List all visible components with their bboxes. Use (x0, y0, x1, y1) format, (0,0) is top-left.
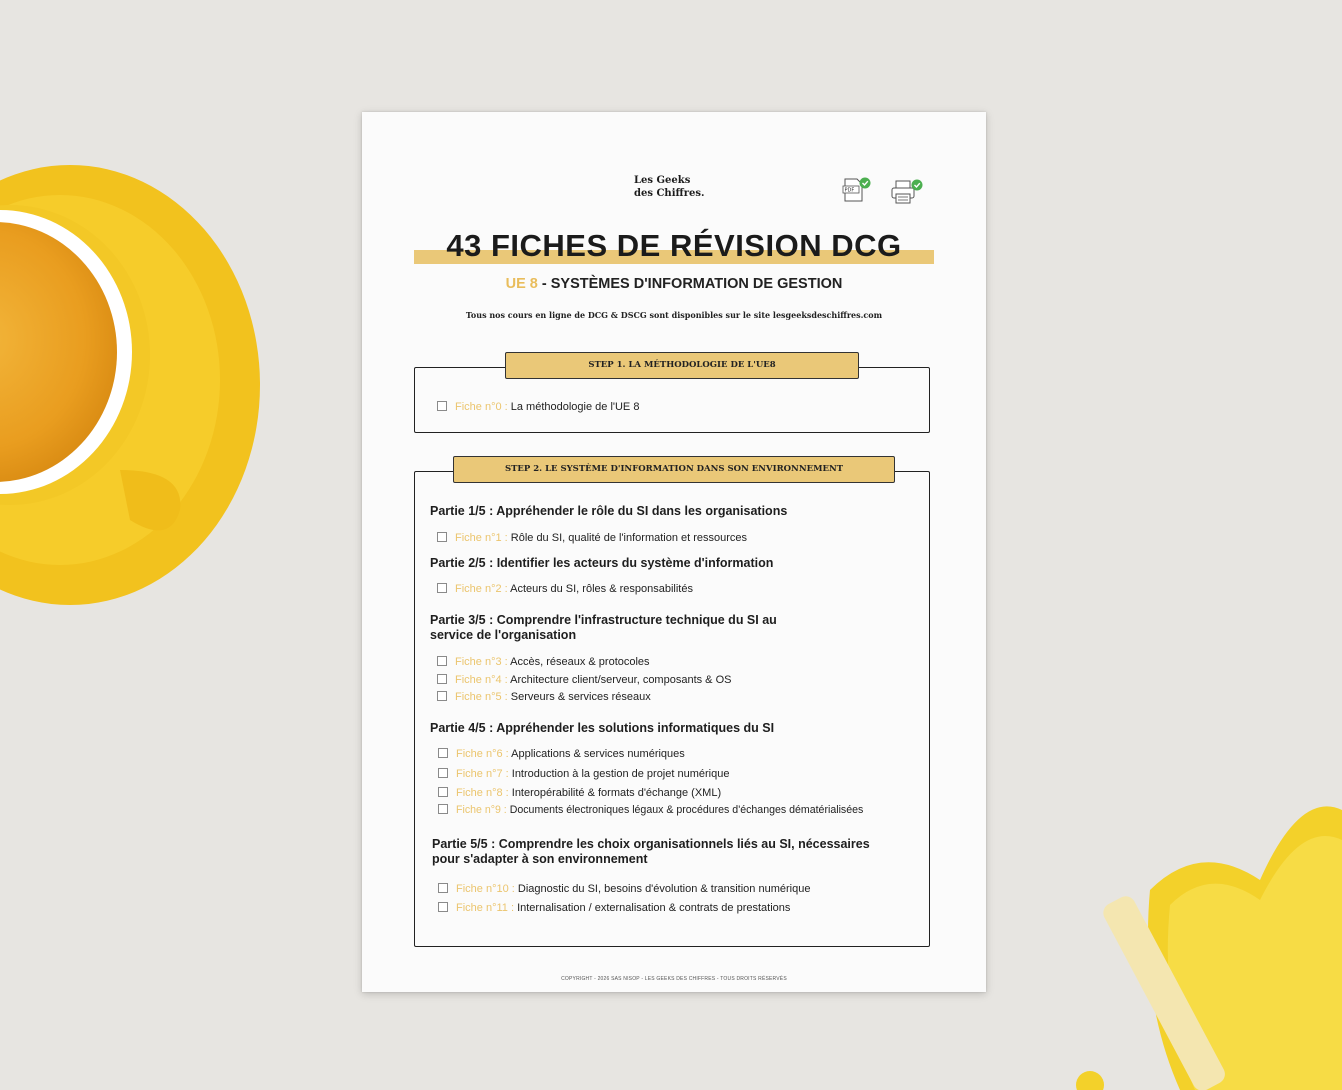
step2-banner: STEP 2. LE SYSTÈME D'INFORMATION DANS SON ENVIRONNEMENT (453, 456, 895, 483)
fiche-7-item[interactable]: Fiche n°7 : Introduction à la gestion de projet numérique (438, 768, 729, 780)
fiche-3-item[interactable]: Fiche n°3 : Accès, réseaux & protocoles (437, 656, 650, 668)
checkbox[interactable] (438, 787, 448, 797)
printer-check-icon (889, 178, 925, 206)
svg-text:PDF: PDF (844, 187, 855, 194)
tagline: Tous nos cours en ligne de DCG & DSCG sont disponibles sur le site lesgeeksdeschiffres.com (465, 310, 883, 320)
checkbox[interactable] (437, 656, 447, 666)
checkbox[interactable] (438, 768, 448, 778)
title-block (414, 224, 934, 268)
part-2-title: Partie 2/5 : Identifier les acteurs du système d'information (430, 556, 774, 570)
subtitle (362, 276, 986, 292)
checkbox[interactable] (437, 401, 447, 411)
checkbox[interactable] (438, 902, 448, 912)
checkbox[interactable] (437, 691, 447, 701)
checkbox[interactable] (437, 583, 447, 593)
fiche-10-item[interactable]: Fiche n°10 : Diagnostic du SI, besoins d'évolution & transition numérique (438, 883, 810, 895)
fiche-11-item[interactable]: Fiche n°11 : Internalisation / externalisation & contrats de prestations (438, 902, 790, 914)
checkbox[interactable] (437, 674, 447, 684)
checkbox[interactable] (438, 804, 448, 814)
ue-title: SYSTÈMES D'INFORMATION DE GESTION (550, 276, 843, 292)
fiche-4-item[interactable]: Fiche n°4 : Architecture client/serveur, composants & OS (437, 674, 731, 686)
page-title: 43 FICHES DE RÉVISION DCG (446, 228, 902, 263)
part-3-title: Partie 3/5 : Comprendre l'infrastructure technique du SI au service de l'organisation (430, 613, 777, 642)
part-1-title: Partie 1/5 : Appréhender le rôle du SI dans les organisations (430, 504, 788, 518)
part-4-title: Partie 4/5 : Appréhender les solutions informatiques du SI (430, 721, 775, 735)
teacup-saucer (0, 165, 260, 605)
fiche-2-item[interactable]: Fiche n°2 : Acteurs du SI, rôles & responsabilités (437, 583, 693, 595)
revision-sheet (362, 112, 986, 992)
pdf-file-check-icon (842, 176, 874, 204)
checkbox[interactable] (437, 532, 447, 542)
ue-separator: - (537, 276, 551, 292)
ue-label: UE 8 (505, 276, 538, 292)
fiche-0-item[interactable]: Fiche n°0 : La méthodologie de l'UE 8 (437, 401, 639, 413)
fiche-1-item[interactable]: Fiche n°1 : Rôle du SI, qualité de l'information et ressources (437, 532, 747, 544)
checkbox[interactable] (438, 883, 448, 893)
brand-logo: Les Geeks des Chiffres. (634, 175, 705, 199)
fiche-6-item[interactable]: Fiche n°6 : Applications & services numériques (438, 748, 685, 760)
yellow-heart-dish (1076, 806, 1342, 1090)
copyright: COPYRIGHT - 2026 SAS NISOP - LES GEEKS DES CHIFFRES - TOUS DROITS RÉSERVÉS (561, 976, 787, 982)
step1-banner: STEP 1. LA MÉTHODOLOGIE DE L'UE8 (505, 352, 859, 379)
part-5-title: Partie 5/5 : Comprendre les choix organisationnels liés au SI, nécessaires pour s'adapter à son environnement (432, 837, 870, 866)
fiche-9-item[interactable]: Fiche n°9 : Documents électroniques légaux & procédures d'échanges dématérialisées (438, 804, 863, 816)
fiche-8-item[interactable]: Fiche n°8 : Interopérabilité & formats d'échange (XML) (438, 787, 721, 799)
fiche-5-item[interactable]: Fiche n°5 : Serveurs & services réseaux (437, 691, 651, 703)
checkbox[interactable] (438, 748, 448, 758)
